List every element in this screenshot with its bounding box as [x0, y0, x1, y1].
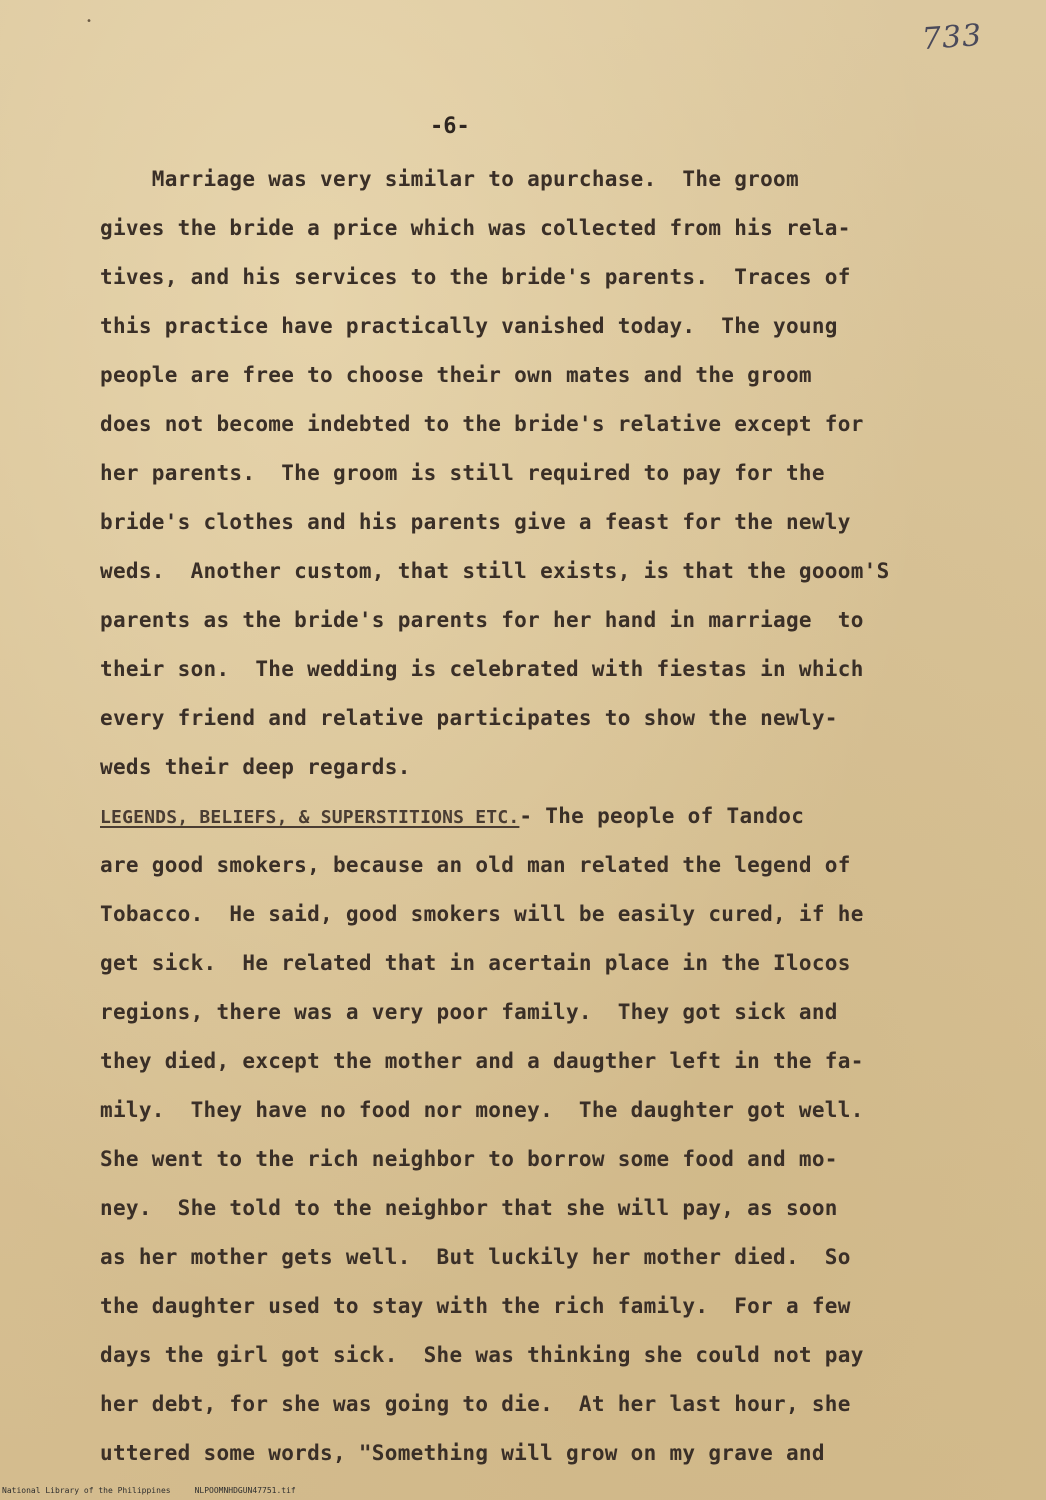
- corner-mark: •: [86, 16, 93, 27]
- heading-continuation: - The people of Tandoc: [519, 804, 805, 828]
- text-line: get sick. He related that in acertain place in the Ilocos: [100, 951, 851, 975]
- text-line: She went to the rich neighbor to borrow some food and mo-: [100, 1147, 838, 1171]
- text-line: bride's clothes and his parents give a feast for the newly: [100, 510, 851, 534]
- text-line: are good smokers, because an old man related the legend of: [100, 853, 851, 877]
- text-line: her debt, for she was going to die. At her last hour, she: [100, 1392, 851, 1416]
- text-line: weds their deep regards.: [100, 755, 411, 779]
- text-line: days the girl got sick. She was thinking she could not pay: [100, 1343, 864, 1367]
- text-line: her parents. The groom is still required to pay for the: [100, 461, 825, 485]
- text-line: uttered some words, "Something will grow on my grave and: [100, 1441, 825, 1465]
- section-heading: LEGENDS, BELIEFS, & SUPERSTITIONS ETC.: [100, 807, 520, 828]
- page-number: -6-: [430, 114, 470, 139]
- text-line: mily. They have no food nor money. The daughter got well.: [100, 1098, 864, 1122]
- scan-footer: [2, 1486, 296, 1495]
- body-text: [100, 155, 980, 1478]
- text-line: Tobacco. He said, good smokers will be easily cured, if he: [100, 902, 864, 926]
- section-heading-line: [100, 792, 980, 841]
- text-line: they died, except the mother and a daugther left in the fa-: [100, 1049, 864, 1073]
- text-line: tives, and his services to the bride's parents. Traces of: [100, 265, 851, 289]
- text-line: the daughter used to stay with the rich family. For a few: [100, 1294, 851, 1318]
- text-line: regions, there was a very poor family. They got sick and: [100, 1000, 838, 1024]
- text-line: people are free to choose their own mates and the groom: [100, 363, 812, 387]
- text-line: parents as the bride's parents for her hand in marriage to: [100, 608, 864, 632]
- text-line: does not become indebted to the bride's relative except for: [100, 412, 864, 436]
- text-line: every friend and relative participates to show the newly-: [100, 706, 838, 730]
- text-line: gives the bride a price which was collected from his rela-: [100, 216, 851, 240]
- text-line: weds. Another custom, that still exists, is that the gooom'S: [100, 559, 890, 583]
- handwritten-page-number: 733: [920, 17, 984, 58]
- text-line: ney. She told to the neighbor that she will pay, as soon: [100, 1196, 838, 1220]
- text-line: this practice have practically vanished today. The young: [100, 314, 838, 338]
- text-line: their son. The wedding is celebrated with fiestas in which: [100, 657, 864, 681]
- scan-filename: NLPOOMNHDGUN47751.tif: [194, 1486, 296, 1495]
- library-credit: National Library of the Philippines: [2, 1486, 171, 1495]
- text-line: as her mother gets well. But luckily her mother died. So: [100, 1245, 851, 1269]
- text-line: Marriage was very similar to apurchase. The groom: [100, 167, 799, 191]
